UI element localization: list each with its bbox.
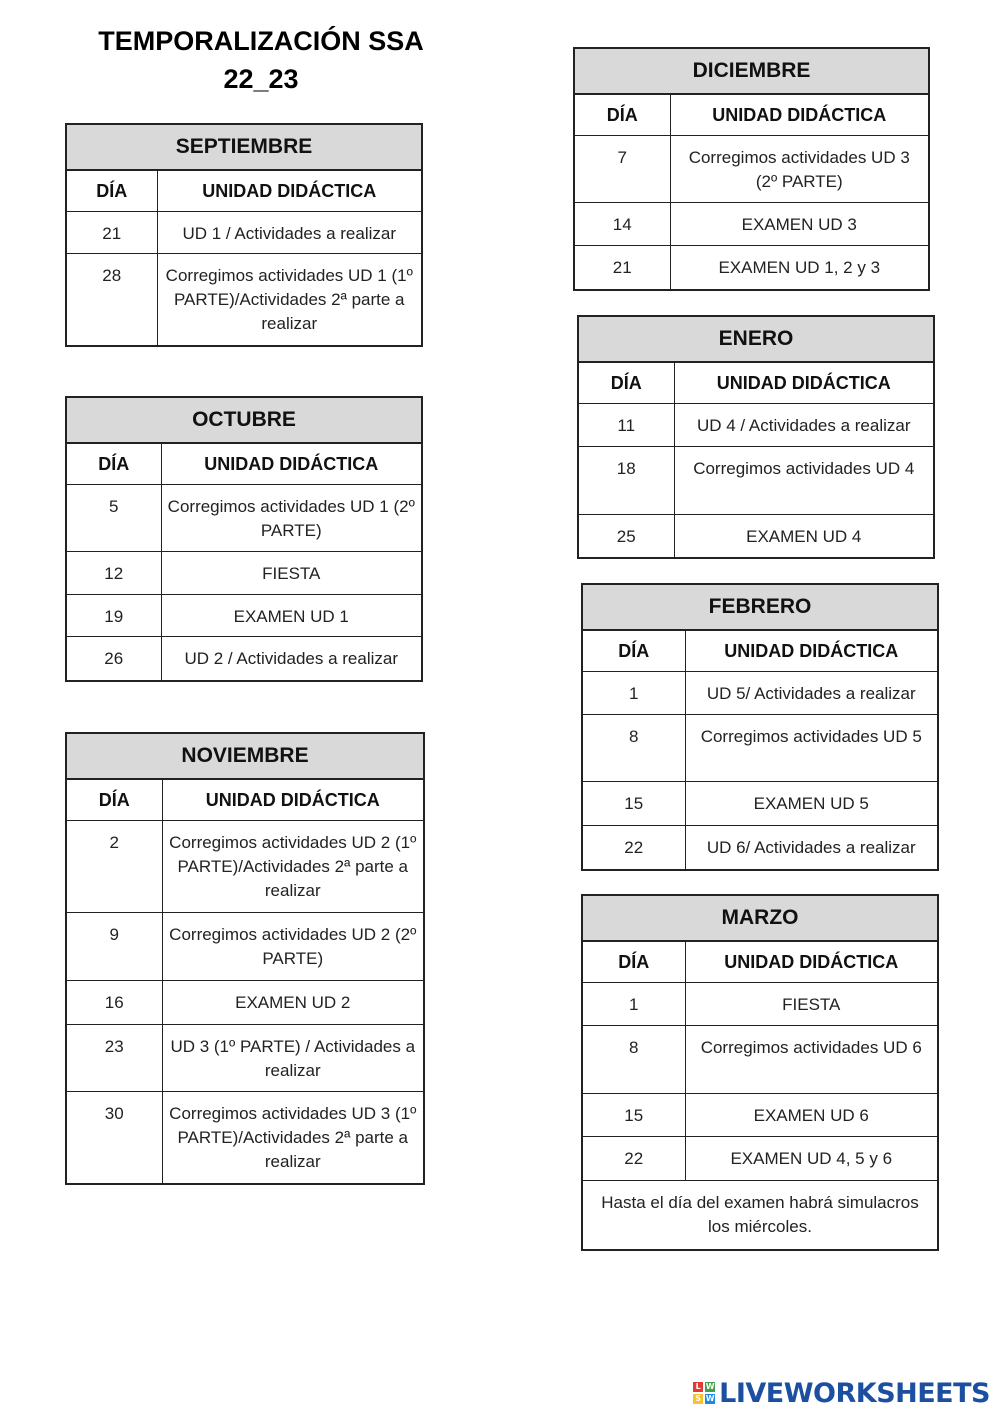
day-cell: 12 bbox=[66, 552, 161, 595]
day-column-header: DÍA bbox=[66, 779, 162, 821]
month-title: NOVIEMBRE bbox=[66, 733, 424, 779]
unit-cell: UD 1 / Actividades a realizar bbox=[157, 212, 422, 254]
unit-column-header: UNIDAD DIDÁCTICA bbox=[161, 443, 422, 485]
day-column-header: DÍA bbox=[578, 362, 674, 404]
day-cell: 28 bbox=[66, 254, 157, 346]
unit-cell: Corregimos actividades UD 5 bbox=[685, 715, 938, 782]
unit-cell: EXAMEN UD 6 bbox=[685, 1094, 938, 1137]
unit-cell: FIESTA bbox=[685, 983, 938, 1026]
table-octubre bbox=[65, 396, 423, 682]
day-cell: 22 bbox=[582, 1137, 685, 1181]
table-febrero bbox=[581, 583, 939, 871]
unit-cell: Corregimos actividades UD 6 bbox=[685, 1026, 938, 1094]
unit-column-header: UNIDAD DIDÁCTICA bbox=[685, 630, 938, 672]
day-cell: 2 bbox=[66, 821, 162, 913]
unit-cell: Corregimos actividades UD 4 bbox=[674, 447, 934, 515]
month-title: DICIEMBRE bbox=[574, 48, 929, 94]
unit-cell: Corregimos actividades UD 1 (1º PARTE)/Actividades 2ª parte a realizar bbox=[157, 254, 422, 346]
unit-cell: EXAMEN UD 1, 2 y 3 bbox=[670, 246, 929, 290]
unit-cell: Corregimos actividades UD 2 (2º PARTE) bbox=[162, 913, 424, 981]
day-cell: 23 bbox=[66, 1025, 162, 1092]
liveworksheets-logo-icon bbox=[693, 1382, 715, 1404]
month-title: FEBRERO bbox=[582, 584, 938, 630]
table-diciembre bbox=[573, 47, 930, 291]
title-line-1: TEMPORALIZACIÓN SSA bbox=[98, 26, 424, 56]
table-marzo bbox=[581, 894, 939, 1251]
day-cell: 19 bbox=[66, 595, 161, 637]
unit-cell: Corregimos actividades UD 3 (2º PARTE) bbox=[670, 136, 929, 203]
unit-cell: Corregimos actividades UD 3 (1º PARTE)/Actividades 2ª parte a realizar bbox=[162, 1092, 424, 1184]
title-line-2: 22_23 bbox=[223, 64, 299, 94]
unit-cell: FIESTA bbox=[161, 552, 422, 595]
day-column-header: DÍA bbox=[574, 94, 670, 136]
table-septiembre bbox=[65, 123, 423, 347]
day-cell: 8 bbox=[582, 715, 685, 782]
unit-column-header: UNIDAD DIDÁCTICA bbox=[674, 362, 934, 404]
day-column-header: DÍA bbox=[582, 941, 685, 983]
day-column-header: DÍA bbox=[66, 443, 161, 485]
day-cell: 25 bbox=[578, 515, 674, 558]
unit-cell: UD 6/ Actividades a realizar bbox=[685, 826, 938, 870]
day-cell: 8 bbox=[582, 1026, 685, 1094]
logo-tile: L bbox=[693, 1382, 703, 1392]
unit-cell: EXAMEN UD 1 bbox=[161, 595, 422, 637]
unit-column-header: UNIDAD DIDÁCTICA bbox=[670, 94, 929, 136]
unit-cell: Corregimos actividades UD 2 (1º PARTE)/Actividades 2ª parte a realizar bbox=[162, 821, 424, 913]
day-column-header: DÍA bbox=[582, 630, 685, 672]
table-noviembre bbox=[65, 732, 425, 1185]
unit-cell: EXAMEN UD 2 bbox=[162, 981, 424, 1025]
day-cell: 1 bbox=[582, 672, 685, 715]
exam-note: Hasta el día del examen habrá simulacros los miércoles. bbox=[582, 1181, 938, 1251]
day-column-header: DÍA bbox=[66, 170, 157, 212]
day-cell: 5 bbox=[66, 485, 161, 552]
unit-cell: UD 5/ Actividades a realizar bbox=[685, 672, 938, 715]
day-cell: 1 bbox=[582, 983, 685, 1026]
page-title bbox=[60, 22, 462, 98]
logo-tile: S bbox=[693, 1394, 703, 1404]
brand-name: LIVEWORKSHEETS bbox=[719, 1377, 990, 1409]
unit-cell: EXAMEN UD 4 bbox=[674, 515, 934, 558]
month-title: SEPTIEMBRE bbox=[66, 124, 422, 170]
day-cell: 18 bbox=[578, 447, 674, 515]
day-cell: 21 bbox=[574, 246, 670, 290]
unit-cell: Corregimos actividades UD 1 (2º PARTE) bbox=[161, 485, 422, 552]
logo-tile: W bbox=[705, 1394, 715, 1403]
day-cell: 9 bbox=[66, 913, 162, 981]
unit-column-header: UNIDAD DIDÁCTICA bbox=[157, 170, 422, 212]
day-cell: 7 bbox=[574, 136, 670, 203]
day-cell: 30 bbox=[66, 1092, 162, 1184]
unit-cell: UD 2 / Actividades a realizar bbox=[161, 637, 422, 681]
unit-cell: UD 4 / Actividades a realizar bbox=[674, 404, 934, 447]
unit-cell: EXAMEN UD 4, 5 y 6 bbox=[685, 1137, 938, 1181]
day-cell: 14 bbox=[574, 203, 670, 246]
unit-cell: EXAMEN UD 5 bbox=[685, 782, 938, 826]
month-title: MARZO bbox=[582, 895, 938, 941]
day-cell: 11 bbox=[578, 404, 674, 447]
unit-cell: UD 3 (1º PARTE) / Actividades a realizar bbox=[162, 1025, 424, 1092]
day-cell: 15 bbox=[582, 782, 685, 826]
unit-column-header: UNIDAD DIDÁCTICA bbox=[162, 779, 424, 821]
liveworksheets-brand bbox=[693, 1378, 990, 1408]
day-cell: 26 bbox=[66, 637, 161, 681]
month-title: OCTUBRE bbox=[66, 397, 422, 443]
unit-cell: EXAMEN UD 3 bbox=[670, 203, 929, 246]
day-cell: 15 bbox=[582, 1094, 685, 1137]
day-cell: 16 bbox=[66, 981, 162, 1025]
day-cell: 21 bbox=[66, 212, 157, 254]
month-title: ENERO bbox=[578, 316, 934, 362]
table-enero bbox=[577, 315, 935, 559]
logo-tile: W bbox=[705, 1382, 715, 1391]
day-cell: 22 bbox=[582, 826, 685, 870]
unit-column-header: UNIDAD DIDÁCTICA bbox=[685, 941, 938, 983]
